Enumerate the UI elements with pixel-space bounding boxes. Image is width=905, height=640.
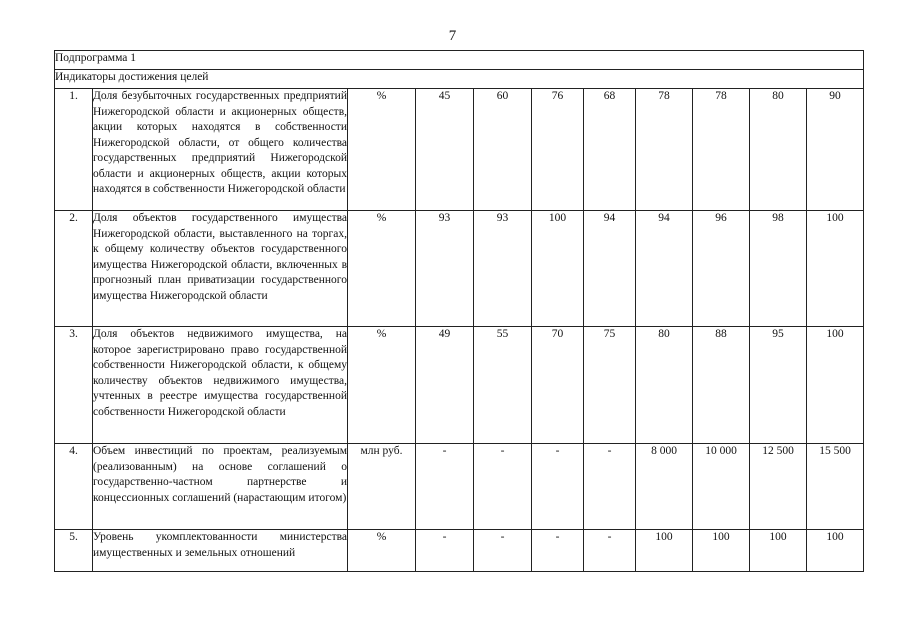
value-cell: 93: [474, 211, 532, 327]
value-cell: -: [416, 530, 474, 572]
indicators-heading: Индикаторы достижения целей: [55, 70, 864, 89]
value-cell: 76: [532, 89, 584, 211]
table-row: [55, 89, 864, 211]
value-cell: 55: [474, 327, 532, 444]
page-number: 7: [448, 28, 457, 44]
table-row: [55, 211, 864, 327]
value-cell: 80: [750, 89, 807, 211]
indicators-heading-row: [55, 70, 864, 89]
row-number: 5.: [55, 530, 93, 572]
table-row: [55, 530, 864, 572]
value-cell: 100: [750, 530, 807, 572]
indicator-name: Уровень укомплектованности министерства имущественных и земельных отношений: [93, 530, 348, 572]
value-cell: 88: [693, 327, 750, 444]
value-cell: -: [532, 444, 584, 530]
value-cell: 100: [532, 211, 584, 327]
value-cell: 95: [750, 327, 807, 444]
unit-cell: млн руб.: [348, 444, 416, 530]
value-cell: -: [532, 530, 584, 572]
value-cell: -: [584, 444, 636, 530]
value-cell: 80: [636, 327, 693, 444]
value-cell: 75: [584, 327, 636, 444]
value-cell: 8 000: [636, 444, 693, 530]
value-cell: -: [474, 530, 532, 572]
row-number: 3.: [55, 327, 93, 444]
unit-cell: %: [348, 89, 416, 211]
value-cell: 93: [416, 211, 474, 327]
value-cell: 49: [416, 327, 474, 444]
value-cell: 45: [416, 89, 474, 211]
value-cell: 100: [636, 530, 693, 572]
value-cell: 78: [693, 89, 750, 211]
value-cell: 78: [636, 89, 693, 211]
value-cell: 96: [693, 211, 750, 327]
indicator-name: Объем инвестиций по проектам, реализуемым (реализованным) на основе соглашений о государственно-частном партнерстве и концессионных соглашений (нарастающим итогом): [93, 444, 348, 530]
subprogram-row: [55, 51, 864, 70]
indicator-name: Доля объектов недвижимого имущества, на которое зарегистрировано право государственной собственности Нижегородской области, к общему количеству объектов недвижимого имущества, учтенных в реестре имущества государственной собственности Нижегородской области: [93, 327, 348, 444]
value-cell: 98: [750, 211, 807, 327]
row-number: 2.: [55, 211, 93, 327]
indicator-name: Доля безубыточных государственных предприятий Нижегородской области и акционерных обществ, акции которых находятся в собственности Нижегородской области, от общего количества государственных предприятий Нижегородской области и акционерных обществ, акции которых находятся в собственности Нижегородской области: [93, 89, 348, 211]
value-cell: 100: [807, 211, 864, 327]
unit-cell: %: [348, 211, 416, 327]
table-row: [55, 327, 864, 444]
unit-cell: %: [348, 530, 416, 572]
subprogram-title: Подпрограмма 1: [55, 51, 864, 70]
value-cell: 10 000: [693, 444, 750, 530]
value-cell: 12 500: [750, 444, 807, 530]
value-cell: 60: [474, 89, 532, 211]
value-cell: 100: [807, 530, 864, 572]
indicators-table: [54, 50, 864, 572]
value-cell: 70: [532, 327, 584, 444]
value-cell: 68: [584, 89, 636, 211]
value-cell: -: [416, 444, 474, 530]
unit-cell: %: [348, 327, 416, 444]
table-row: [55, 444, 864, 530]
value-cell: 15 500: [807, 444, 864, 530]
value-cell: -: [474, 444, 532, 530]
value-cell: 100: [693, 530, 750, 572]
value-cell: 94: [636, 211, 693, 327]
row-number: 4.: [55, 444, 93, 530]
value-cell: 100: [807, 327, 864, 444]
indicator-name: Доля объектов государственного имущества Нижегородской области, выставленного на торгах, к общему количеству объектов государственного имущества Нижегородской области, включенных в прогнозный план приватизации государственного имущества Нижегородской области: [93, 211, 348, 327]
value-cell: 94: [584, 211, 636, 327]
value-cell: 90: [807, 89, 864, 211]
row-number: 1.: [55, 89, 93, 211]
value-cell: -: [584, 530, 636, 572]
